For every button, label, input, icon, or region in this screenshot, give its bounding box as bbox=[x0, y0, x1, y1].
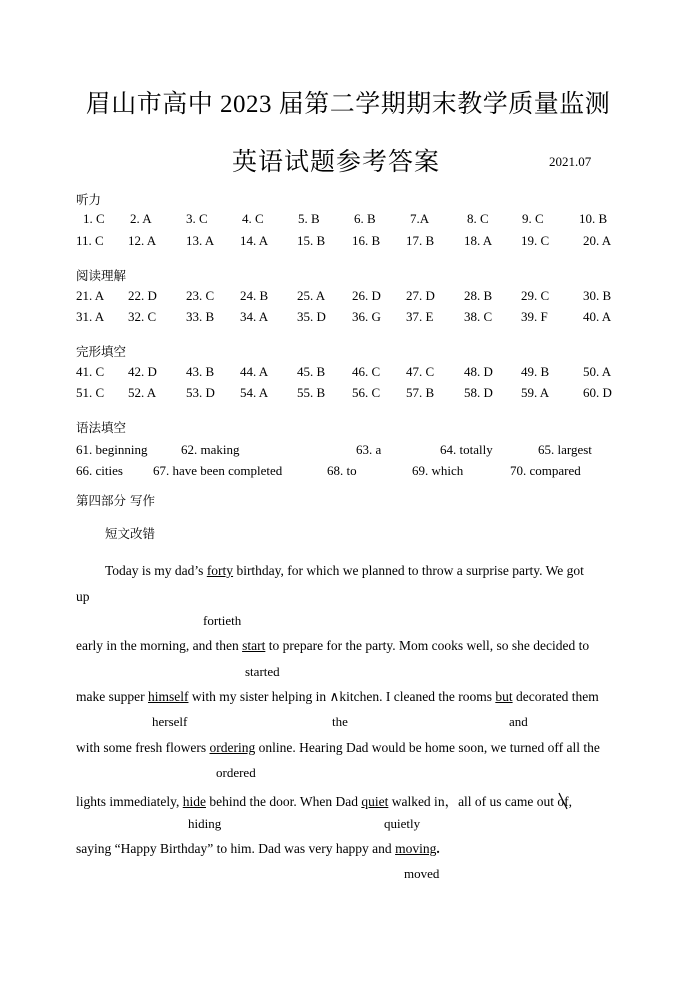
answer-item: 10. B bbox=[579, 211, 608, 226]
passage-line-4: with some fresh flowers ordering online. Hearing Dad would be home soon, we turned off all the bbox=[76, 740, 600, 755]
insertion-caret: ∧ bbox=[329, 689, 340, 704]
answer-item: 50. A bbox=[583, 364, 612, 379]
answer-item: 51. C bbox=[76, 385, 105, 400]
answer-item: 39. F bbox=[521, 309, 548, 324]
document-subtitle: 英语试题参考答案 bbox=[232, 149, 441, 176]
answer-item: 17. B bbox=[406, 233, 435, 248]
answer-item: 11. C bbox=[76, 233, 104, 248]
correction-word: the bbox=[332, 714, 348, 729]
answer-item: 26. D bbox=[352, 288, 381, 303]
answer-item: 1. C bbox=[83, 211, 105, 226]
answer-item: 67. have been completed bbox=[153, 463, 283, 478]
answer-item: 43. B bbox=[186, 364, 215, 379]
answer-item: 21. A bbox=[76, 288, 105, 303]
answer-item: 61. beginning bbox=[76, 442, 148, 457]
answer-item: 55. B bbox=[297, 385, 326, 400]
answer-item: 56. C bbox=[352, 385, 381, 400]
answer-item: 69. which bbox=[412, 463, 464, 478]
answer-item: 41. C bbox=[76, 364, 105, 379]
answer-item: 42. D bbox=[128, 364, 157, 379]
answer-item: 35. D bbox=[297, 309, 326, 324]
answer-item: 30. B bbox=[583, 288, 612, 303]
answer-item: 31. A bbox=[76, 309, 105, 324]
error-word: quiet bbox=[361, 794, 389, 809]
answer-item: 24. B bbox=[240, 288, 269, 303]
answer-item: 5. B bbox=[298, 211, 320, 226]
answer-item: 64. totally bbox=[440, 442, 493, 457]
error-word: ordering bbox=[209, 740, 256, 755]
error-word: moving bbox=[395, 841, 437, 856]
answer-item: 65. largest bbox=[538, 442, 592, 457]
answer-item: 13. A bbox=[186, 233, 215, 248]
answer-item: 57. B bbox=[406, 385, 435, 400]
error-word: start bbox=[242, 638, 266, 653]
answer-item: 23. C bbox=[186, 288, 215, 303]
answer-item: 19. C bbox=[521, 233, 550, 248]
deleted-word: of bbox=[557, 794, 569, 809]
answer-item: 59. A bbox=[521, 385, 550, 400]
passage-line-2: early in the morning, and then start to prepare for the party. Mom cooks well, so she decided to bbox=[76, 638, 590, 653]
document-date: 2021.07 bbox=[549, 154, 592, 169]
answer-item: 18. A bbox=[464, 233, 493, 248]
passage-line-1: Today is my dad’s forty birthday, for which we planned to throw a surprise party. We got bbox=[105, 563, 584, 578]
answer-item: 25. A bbox=[297, 288, 326, 303]
part-heading-writing: 第四部分 写作 bbox=[76, 493, 155, 508]
answer-item: 15. B bbox=[297, 233, 326, 248]
answer-item: 40. A bbox=[583, 309, 612, 324]
answer-item: 20. A bbox=[583, 233, 612, 248]
correction-word: moved bbox=[404, 866, 440, 881]
error-word: hide bbox=[182, 794, 206, 809]
correction-word: quietly bbox=[384, 816, 421, 831]
answer-item: 58. D bbox=[464, 385, 493, 400]
sub-heading-error-correction: 短文改错 bbox=[105, 526, 156, 541]
answer-item: 2. A bbox=[130, 211, 152, 226]
answer-item: 12. A bbox=[128, 233, 157, 248]
answer-item: 33. B bbox=[186, 309, 215, 324]
correction-word: fortieth bbox=[203, 613, 242, 628]
answer-item: 52. A bbox=[128, 385, 157, 400]
answer-item: 54. A bbox=[240, 385, 269, 400]
answer-item: 14. A bbox=[240, 233, 269, 248]
answer-item: 36. G bbox=[352, 309, 381, 324]
section-heading-listening: 听力 bbox=[76, 192, 102, 207]
answer-item: 16. B bbox=[352, 233, 381, 248]
answer-item: 8. C bbox=[467, 211, 489, 226]
answer-item: 37. E bbox=[406, 309, 434, 324]
answer-item: 6. B bbox=[354, 211, 376, 226]
correction-word: and bbox=[509, 714, 528, 729]
answer-item: 53. D bbox=[186, 385, 215, 400]
error-word: but bbox=[495, 689, 513, 704]
passage-line-3: make supper himself with my sister helping in ∧kitchen. I cleaned the rooms but decorated them bbox=[76, 689, 599, 704]
passage-line-5: lights immediately, hide behind the door. When Dad quiet walked in，all of us came out of , bbox=[76, 794, 573, 809]
correction-word: hiding bbox=[188, 816, 222, 831]
answer-item: 60. D bbox=[583, 385, 612, 400]
section-heading-reading: 阅读理解 bbox=[76, 268, 127, 283]
error-word: himself bbox=[147, 689, 189, 704]
answer-item: 3. C bbox=[186, 211, 208, 226]
section-heading-grammar: 语法填空 bbox=[76, 420, 127, 435]
section-heading-cloze: 完形填空 bbox=[76, 344, 127, 359]
answer-item: 49. B bbox=[521, 364, 550, 379]
answer-item: 45. B bbox=[297, 364, 326, 379]
answer-item: 4. C bbox=[242, 211, 264, 226]
correction-word: herself bbox=[152, 714, 188, 729]
answer-item: 68. to bbox=[327, 463, 357, 478]
answer-item: 48. D bbox=[464, 364, 493, 379]
answer-item: 29. C bbox=[521, 288, 550, 303]
answer-item: 7.A bbox=[410, 211, 430, 226]
answer-item: 32. C bbox=[128, 309, 157, 324]
answer-item: 27. D bbox=[406, 288, 435, 303]
answer-item: 47. C bbox=[406, 364, 435, 379]
answer-item: 34. A bbox=[240, 309, 269, 324]
answer-item: 66. cities bbox=[76, 463, 123, 478]
answer-item: 70. compared bbox=[510, 463, 581, 478]
answer-item: 9. C bbox=[522, 211, 544, 226]
document-title: 眉山市高中 2023 届第二学期期末教学质量监测 bbox=[85, 91, 611, 118]
answer-item: 46. C bbox=[352, 364, 381, 379]
answer-item: 28. B bbox=[464, 288, 493, 303]
error-word: forty bbox=[206, 563, 234, 578]
answer-item: 63. a bbox=[356, 442, 382, 457]
passage-line-1-wrap: up bbox=[76, 589, 90, 604]
answer-item: 44. A bbox=[240, 364, 269, 379]
passage-line-6: saying “Happy Birthday” to him. Dad was very happy and moving. bbox=[76, 841, 440, 856]
answer-item: 38. C bbox=[464, 309, 493, 324]
answer-item: 62. making bbox=[181, 442, 240, 457]
correction-word: started bbox=[245, 664, 280, 679]
correction-word: ordered bbox=[216, 765, 256, 780]
answer-item: 22. D bbox=[128, 288, 157, 303]
deletion-mark-icon bbox=[558, 792, 568, 810]
